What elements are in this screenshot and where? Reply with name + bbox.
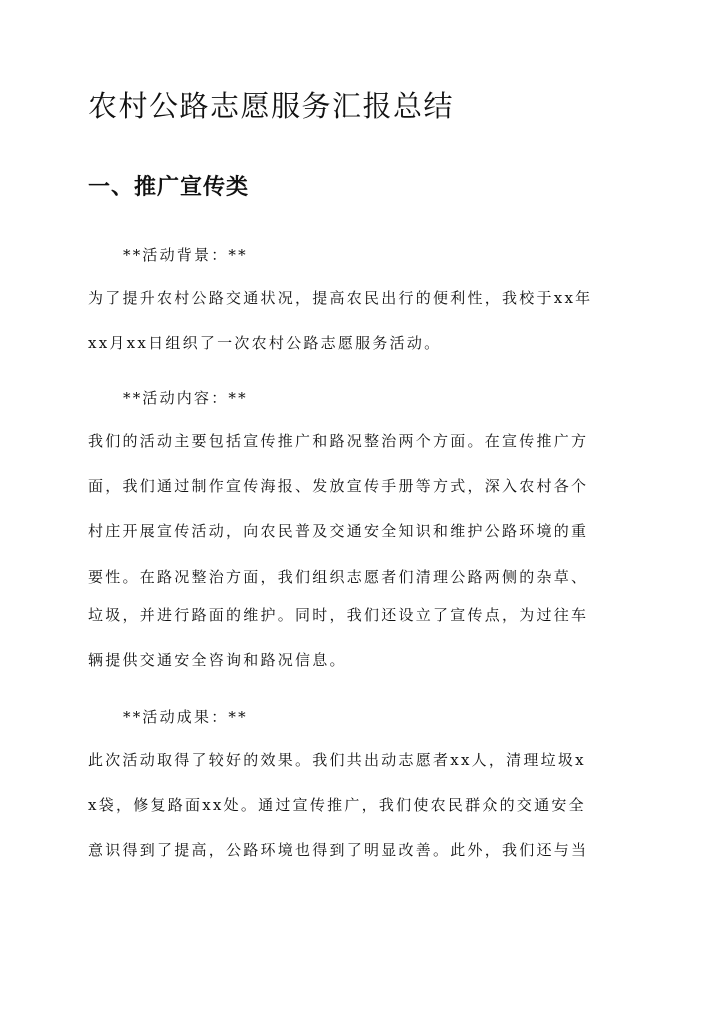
results-line-3: 意识得到了提高，公路环境也得到了明显改善。此外，我们还与当 — [88, 841, 589, 859]
content-line-1: 我们的活动主要包括宣传推广和路况整治两个方面。在宣传推广方 — [88, 432, 589, 450]
background-line-2: xx月xx日组织了一次农村公路志愿服务活动。 — [88, 334, 442, 352]
results-line-1: 此次活动取得了较好的效果。我们共出动志愿者xx人，清理垃圾x — [88, 751, 586, 769]
background-label: **活动背景：** — [123, 246, 248, 264]
content-line-6: 辆提供交通安全咨询和路况信息。 — [88, 651, 347, 669]
results-line-2: x袋，修复路面xx处。通过宣传推广，我们使农民群众的交通安全 — [88, 796, 586, 814]
content-line-5: 垃圾，并进行路面的维护。同时，我们还设立了宣传点，为过往车 — [88, 606, 589, 624]
results-label: **活动成果：** — [123, 708, 248, 726]
content-line-2: 面，我们通过制作宣传海报、发放宣传手册等方式，深入农村各个 — [88, 477, 589, 495]
content-label: **活动内容：** — [123, 389, 248, 407]
content-line-4: 要性。在路况整治方面，我们组织志愿者们清理公路两侧的杂草、 — [88, 568, 589, 586]
document-title: 农村公路志愿服务汇报总结 — [88, 89, 455, 123]
content-line-3: 村庄开展宣传活动，向农民普及交通安全知识和维护公路环境的重 — [88, 522, 589, 540]
background-line-1: 为了提升农村公路交通状况，提高农民出行的便利性，我校于xx年 — [88, 289, 593, 307]
section-heading-promotion: 一、推广宣传类 — [88, 174, 250, 200]
